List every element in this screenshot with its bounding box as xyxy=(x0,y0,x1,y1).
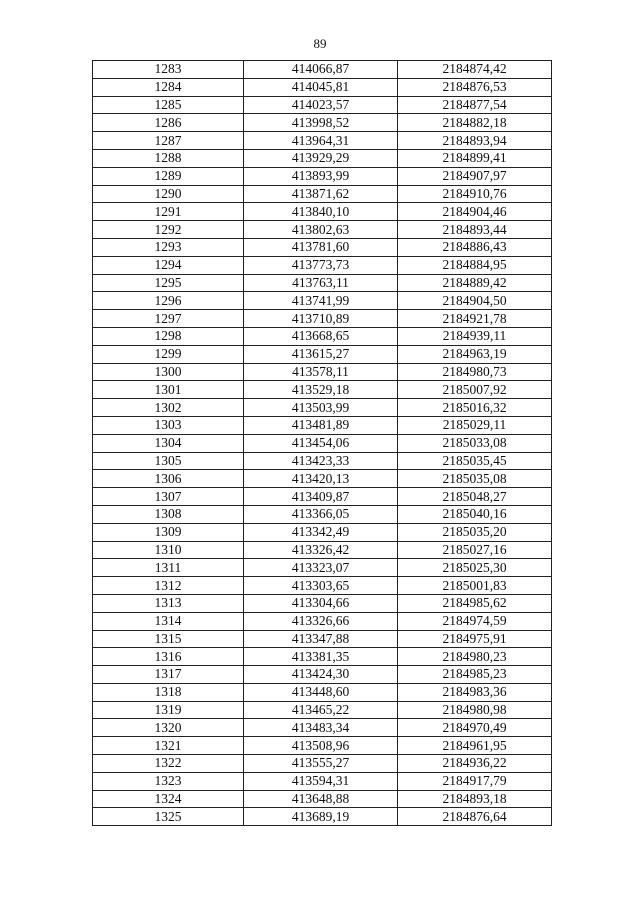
y-coordinate-cell: 2184876,53 xyxy=(398,78,552,96)
x-coordinate-cell: 413420,13 xyxy=(244,470,398,488)
y-coordinate-cell: 2185025,30 xyxy=(398,559,552,577)
y-coordinate-cell: 2184910,76 xyxy=(398,185,552,203)
x-coordinate-cell: 413342,49 xyxy=(244,523,398,541)
x-coordinate-cell: 414045,81 xyxy=(244,78,398,96)
y-coordinate-cell: 2184877,54 xyxy=(398,96,552,114)
y-coordinate-cell: 2184893,94 xyxy=(398,132,552,150)
table-row xyxy=(93,310,552,328)
page-number: 89 xyxy=(313,36,327,51)
x-coordinate-cell: 413366,05 xyxy=(244,505,398,523)
y-coordinate-cell: 2185035,20 xyxy=(398,523,552,541)
point-number-cell: 1304 xyxy=(93,434,244,452)
point-number-cell: 1286 xyxy=(93,114,244,132)
point-number-cell: 1297 xyxy=(93,310,244,328)
x-coordinate-cell: 413423,33 xyxy=(244,452,398,470)
y-coordinate-cell: 2184985,23 xyxy=(398,666,552,684)
point-number-cell: 1324 xyxy=(93,790,244,808)
table-row xyxy=(93,701,552,719)
table-row xyxy=(93,274,552,292)
point-number-cell: 1321 xyxy=(93,737,244,755)
x-coordinate-cell: 414023,57 xyxy=(244,96,398,114)
table-row xyxy=(93,363,552,381)
point-number-cell: 1319 xyxy=(93,701,244,719)
x-coordinate-cell: 413871,62 xyxy=(244,185,398,203)
point-number-cell: 1295 xyxy=(93,274,244,292)
table-row xyxy=(93,648,552,666)
y-coordinate-cell: 2184889,42 xyxy=(398,274,552,292)
table-row xyxy=(93,434,552,452)
y-coordinate-cell: 2184874,42 xyxy=(398,61,552,79)
table-row xyxy=(93,452,552,470)
table-row xyxy=(93,327,552,345)
y-coordinate-cell: 2184975,91 xyxy=(398,630,552,648)
y-coordinate-cell: 2184963,19 xyxy=(398,345,552,363)
point-number-cell: 1284 xyxy=(93,78,244,96)
x-coordinate-cell: 413304,66 xyxy=(244,594,398,612)
y-coordinate-cell: 2184886,43 xyxy=(398,238,552,256)
y-coordinate-cell: 2184983,36 xyxy=(398,683,552,701)
point-number-cell: 1293 xyxy=(93,238,244,256)
point-number-cell: 1301 xyxy=(93,381,244,399)
table-row xyxy=(93,505,552,523)
x-coordinate-cell: 413648,88 xyxy=(244,790,398,808)
point-number-cell: 1305 xyxy=(93,452,244,470)
y-coordinate-cell: 2184907,97 xyxy=(398,167,552,185)
x-coordinate-cell: 413763,11 xyxy=(244,274,398,292)
point-number-cell: 1287 xyxy=(93,132,244,150)
x-coordinate-cell: 413483,34 xyxy=(244,719,398,737)
x-coordinate-cell: 413326,66 xyxy=(244,612,398,630)
x-coordinate-cell: 413964,31 xyxy=(244,132,398,150)
table-row xyxy=(93,345,552,363)
point-number-cell: 1303 xyxy=(93,416,244,434)
x-coordinate-cell: 413689,19 xyxy=(244,808,398,826)
table-row xyxy=(93,737,552,755)
x-coordinate-cell: 413998,52 xyxy=(244,114,398,132)
table-row xyxy=(93,719,552,737)
table-row xyxy=(93,416,552,434)
point-number-cell: 1291 xyxy=(93,203,244,221)
table-row xyxy=(93,630,552,648)
y-coordinate-cell: 2184884,95 xyxy=(398,256,552,274)
x-coordinate-cell: 413409,87 xyxy=(244,488,398,506)
x-coordinate-cell: 414066,87 xyxy=(244,61,398,79)
x-coordinate-cell: 413594,31 xyxy=(244,772,398,790)
point-number-cell: 1317 xyxy=(93,666,244,684)
x-coordinate-cell: 413323,07 xyxy=(244,559,398,577)
y-coordinate-cell: 2184893,18 xyxy=(398,790,552,808)
table-row xyxy=(93,203,552,221)
table-row xyxy=(93,132,552,150)
x-coordinate-cell: 413555,27 xyxy=(244,755,398,773)
table-row xyxy=(93,594,552,612)
x-coordinate-cell: 413802,63 xyxy=(244,221,398,239)
y-coordinate-cell: 2184882,18 xyxy=(398,114,552,132)
table-row xyxy=(93,772,552,790)
x-coordinate-cell: 413710,89 xyxy=(244,310,398,328)
y-coordinate-cell: 2184893,44 xyxy=(398,221,552,239)
point-number-cell: 1302 xyxy=(93,399,244,417)
x-coordinate-cell: 413508,96 xyxy=(244,737,398,755)
table-row xyxy=(93,488,552,506)
x-coordinate-cell: 413326,42 xyxy=(244,541,398,559)
table-row xyxy=(93,790,552,808)
coordinates-table-body xyxy=(93,61,552,826)
table-row xyxy=(93,577,552,595)
y-coordinate-cell: 2185035,08 xyxy=(398,470,552,488)
y-coordinate-cell: 2184904,50 xyxy=(398,292,552,310)
y-coordinate-cell: 2184939,11 xyxy=(398,327,552,345)
table-row xyxy=(93,666,552,684)
point-number-cell: 1306 xyxy=(93,470,244,488)
x-coordinate-cell: 413741,99 xyxy=(244,292,398,310)
y-coordinate-cell: 2185001,83 xyxy=(398,577,552,595)
y-coordinate-cell: 2185040,16 xyxy=(398,505,552,523)
x-coordinate-cell: 413481,89 xyxy=(244,416,398,434)
point-number-cell: 1312 xyxy=(93,577,244,595)
point-number-cell: 1313 xyxy=(93,594,244,612)
table-row xyxy=(93,149,552,167)
x-coordinate-cell: 413840,10 xyxy=(244,203,398,221)
y-coordinate-cell: 2184876,64 xyxy=(398,808,552,826)
table-row xyxy=(93,683,552,701)
table-row xyxy=(93,96,552,114)
point-number-cell: 1299 xyxy=(93,345,244,363)
y-coordinate-cell: 2184985,62 xyxy=(398,594,552,612)
point-number-cell: 1310 xyxy=(93,541,244,559)
y-coordinate-cell: 2184980,98 xyxy=(398,701,552,719)
point-number-cell: 1309 xyxy=(93,523,244,541)
x-coordinate-cell: 413929,29 xyxy=(244,149,398,167)
y-coordinate-cell: 2185029,11 xyxy=(398,416,552,434)
x-coordinate-cell: 413347,88 xyxy=(244,630,398,648)
point-number-cell: 1323 xyxy=(93,772,244,790)
point-number-cell: 1285 xyxy=(93,96,244,114)
point-number-cell: 1290 xyxy=(93,185,244,203)
y-coordinate-cell: 2184899,41 xyxy=(398,149,552,167)
x-coordinate-cell: 413454,06 xyxy=(244,434,398,452)
y-coordinate-cell: 2184980,23 xyxy=(398,648,552,666)
table-row xyxy=(93,256,552,274)
x-coordinate-cell: 413668,65 xyxy=(244,327,398,345)
x-coordinate-cell: 413893,99 xyxy=(244,167,398,185)
table-row xyxy=(93,78,552,96)
y-coordinate-cell: 2185033,08 xyxy=(398,434,552,452)
point-number-cell: 1296 xyxy=(93,292,244,310)
point-number-cell: 1294 xyxy=(93,256,244,274)
point-number-cell: 1314 xyxy=(93,612,244,630)
x-coordinate-cell: 413503,99 xyxy=(244,399,398,417)
y-coordinate-cell: 2184980,73 xyxy=(398,363,552,381)
y-coordinate-cell: 2185027,16 xyxy=(398,541,552,559)
y-coordinate-cell: 2185016,32 xyxy=(398,399,552,417)
x-coordinate-cell: 413303,65 xyxy=(244,577,398,595)
point-number-cell: 1292 xyxy=(93,221,244,239)
table-row xyxy=(93,114,552,132)
table-row xyxy=(93,292,552,310)
table-row xyxy=(93,381,552,399)
point-number-cell: 1315 xyxy=(93,630,244,648)
x-coordinate-cell: 413381,35 xyxy=(244,648,398,666)
table-row xyxy=(93,559,552,577)
y-coordinate-cell: 2184921,78 xyxy=(398,310,552,328)
point-number-cell: 1288 xyxy=(93,149,244,167)
x-coordinate-cell: 413424,30 xyxy=(244,666,398,684)
point-number-cell: 1308 xyxy=(93,505,244,523)
point-number-cell: 1318 xyxy=(93,683,244,701)
point-number-cell: 1300 xyxy=(93,363,244,381)
table-row xyxy=(93,61,552,79)
x-coordinate-cell: 413773,73 xyxy=(244,256,398,274)
point-number-cell: 1289 xyxy=(93,167,244,185)
point-number-cell: 1283 xyxy=(93,61,244,79)
point-number-cell: 1298 xyxy=(93,327,244,345)
y-coordinate-cell: 2184974,59 xyxy=(398,612,552,630)
table-row xyxy=(93,808,552,826)
y-coordinate-cell: 2184961,95 xyxy=(398,737,552,755)
x-coordinate-cell: 413448,60 xyxy=(244,683,398,701)
table-row xyxy=(93,470,552,488)
x-coordinate-cell: 413781,60 xyxy=(244,238,398,256)
table-row xyxy=(93,167,552,185)
y-coordinate-cell: 2185007,92 xyxy=(398,381,552,399)
point-number-cell: 1311 xyxy=(93,559,244,577)
point-number-cell: 1316 xyxy=(93,648,244,666)
y-coordinate-cell: 2184917,79 xyxy=(398,772,552,790)
table-row xyxy=(93,755,552,773)
table-row xyxy=(93,541,552,559)
coordinates-table xyxy=(92,60,552,826)
y-coordinate-cell: 2185048,27 xyxy=(398,488,552,506)
x-coordinate-cell: 413615,27 xyxy=(244,345,398,363)
x-coordinate-cell: 413465,22 xyxy=(244,701,398,719)
table-row xyxy=(93,399,552,417)
point-number-cell: 1320 xyxy=(93,719,244,737)
x-coordinate-cell: 413529,18 xyxy=(244,381,398,399)
y-coordinate-cell: 2184904,46 xyxy=(398,203,552,221)
x-coordinate-cell: 413578,11 xyxy=(244,363,398,381)
y-coordinate-cell: 2184970,49 xyxy=(398,719,552,737)
point-number-cell: 1322 xyxy=(93,755,244,773)
point-number-cell: 1307 xyxy=(93,488,244,506)
table-row xyxy=(93,238,552,256)
table-row xyxy=(93,185,552,203)
table-row xyxy=(93,612,552,630)
table-row xyxy=(93,523,552,541)
y-coordinate-cell: 2185035,45 xyxy=(398,452,552,470)
point-number-cell: 1325 xyxy=(93,808,244,826)
y-coordinate-cell: 2184936,22 xyxy=(398,755,552,773)
table-row xyxy=(93,221,552,239)
